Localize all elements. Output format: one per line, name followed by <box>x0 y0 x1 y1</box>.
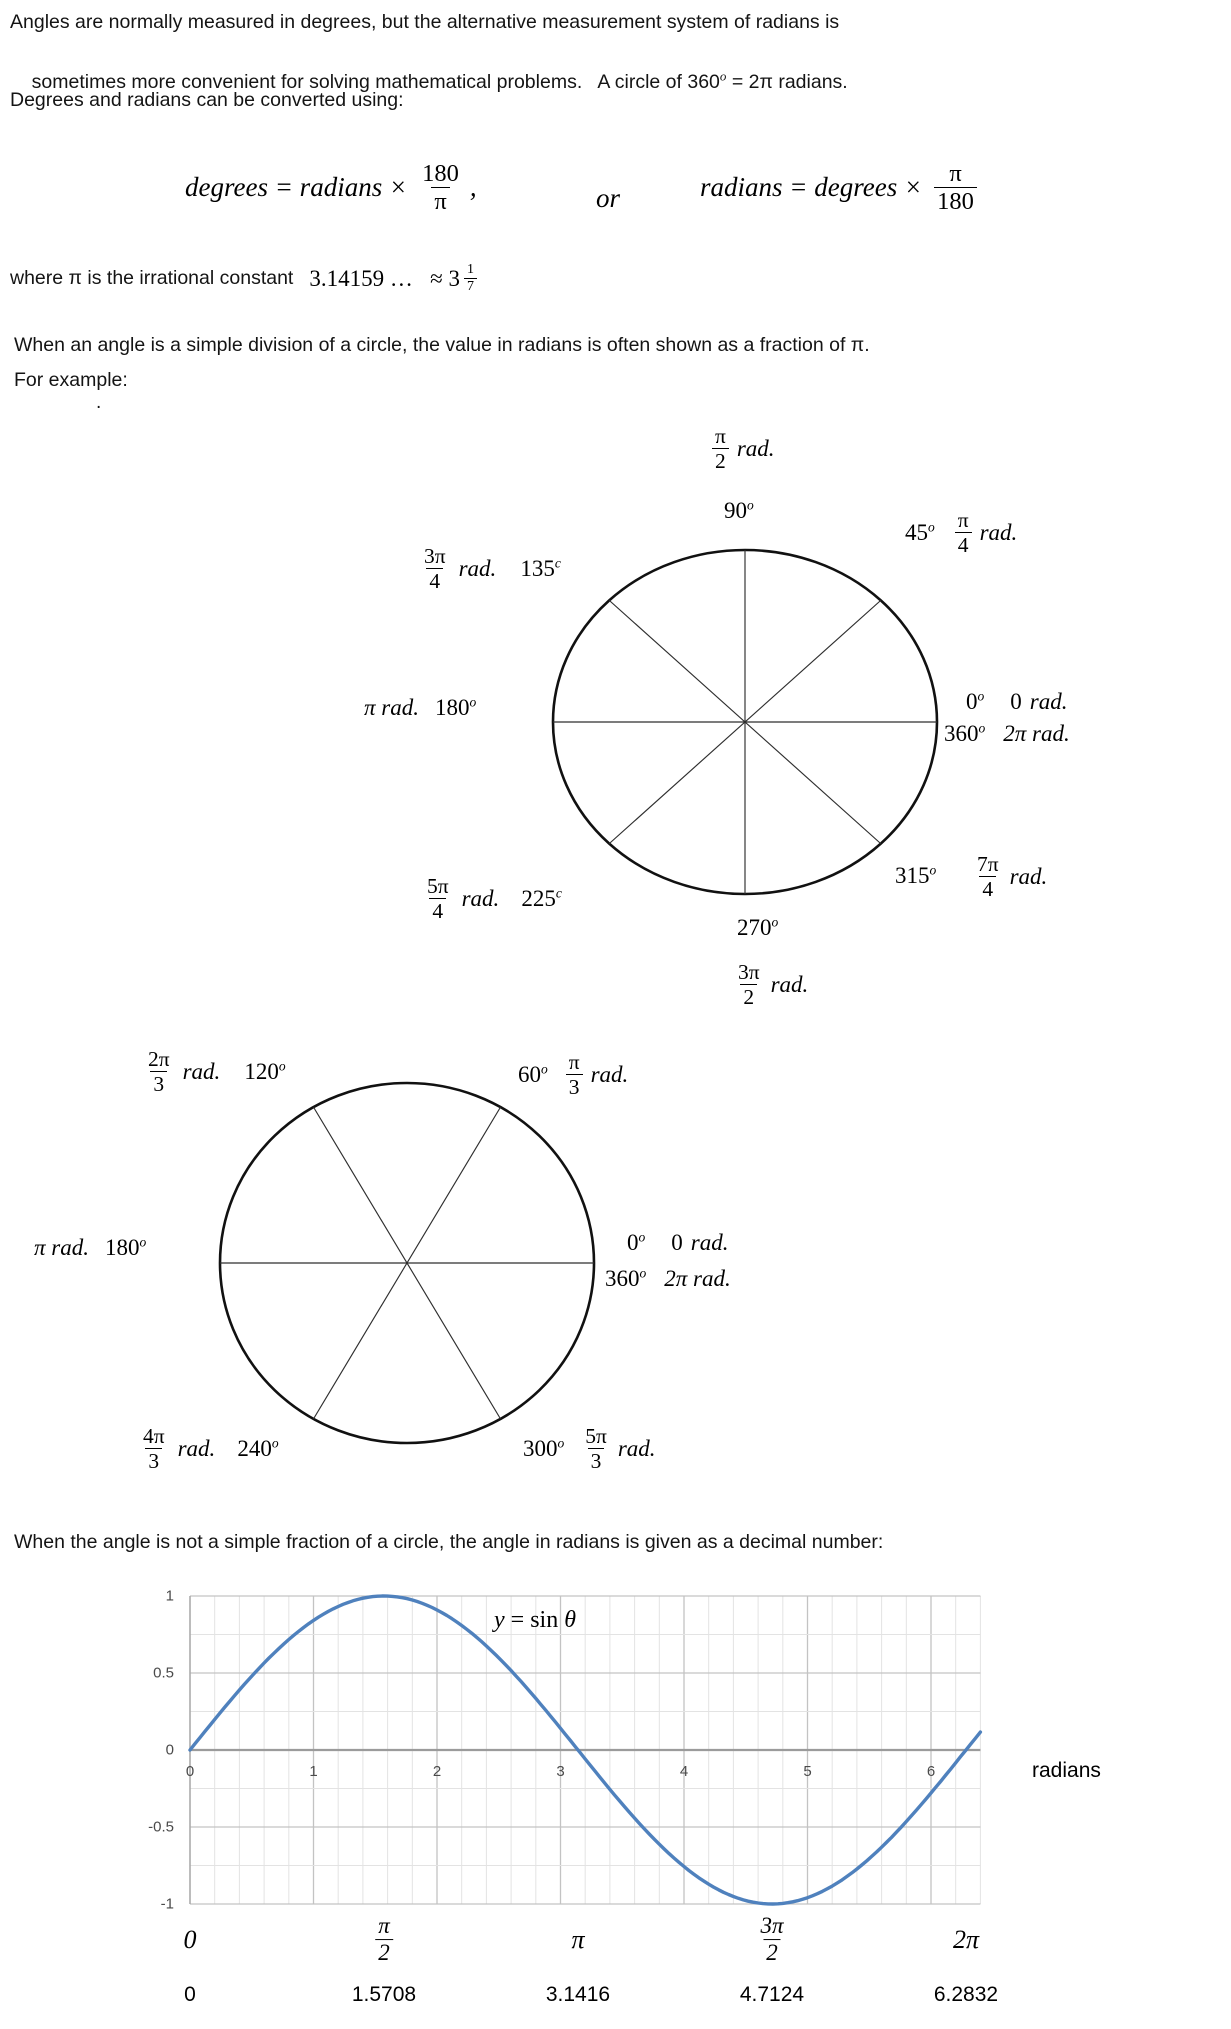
degree-superscript: o <box>639 1265 647 1281</box>
radian-text: π rad. <box>34 1235 89 1260</box>
degree-value: 0$^o$ <box>627 1229 646 1255</box>
degree-superscript: o <box>771 914 779 930</box>
x-tick-label: 1 <box>309 1763 318 1780</box>
decimal-axis-label: 4.7124 <box>739 1983 805 2006</box>
chart-title-y: y <box>494 1607 505 1633</box>
pi-approximation-line <box>10 262 477 295</box>
degree-value: 120$^o$ <box>244 1057 286 1084</box>
degree-value: 180$^o$ <box>434 694 477 720</box>
x-axis-unit-label: radians <box>1032 1759 1101 1782</box>
fraction-180-over-pi <box>419 160 462 216</box>
decimal-axis-label: 0 <box>184 1983 196 2006</box>
degree-superscript: c <box>554 554 561 570</box>
degree-superscript: o <box>928 518 935 534</box>
degree-superscript: o <box>271 1434 279 1450</box>
x-tick-label: 5 <box>803 1763 812 1780</box>
formula-radians-from-degrees <box>700 160 977 216</box>
intro-line-1: Angles are normally measured in degrees, but the alternative measurement system of radians is <box>10 11 840 33</box>
radian-text: rad. <box>617 1435 656 1461</box>
gap <box>935 532 955 533</box>
gap <box>548 1074 566 1075</box>
gap <box>1002 876 1010 877</box>
fraction-denominator: π <box>431 187 449 215</box>
decimal-axis-label: 3.1416 <box>545 1983 611 2006</box>
pi-value: 3.14159 … ≈ 3 <box>309 265 460 291</box>
formula-left-text: degrees = radians × <box>185 172 408 203</box>
fraction-denominator: 7 <box>464 278 477 295</box>
degree-value: 60$^o$ <box>518 1060 548 1087</box>
decimal-axis-label: 1.5708 <box>351 1983 417 2006</box>
angle-label <box>34 1235 146 1261</box>
angle-label <box>905 508 1017 557</box>
decimal-paragraph: When the angle is not a simple fraction of a circle, the angle in radians is given as a decimal number: <box>14 1531 884 1553</box>
fraction <box>566 1050 583 1099</box>
degree-superscript: o <box>978 720 986 736</box>
gap <box>583 1074 591 1075</box>
degree-value: 270$^o$ <box>737 914 779 940</box>
fraction-denominator: 3 <box>566 1074 583 1099</box>
degree-value: 180$^o$ <box>104 1234 147 1260</box>
fraction-numerator: π <box>949 160 962 187</box>
stray-period: . <box>96 392 102 413</box>
degree-value: 225$^c$ <box>521 884 562 911</box>
fraction <box>955 508 972 557</box>
degree-superscript: o <box>278 1057 286 1073</box>
gap <box>564 1448 582 1449</box>
x-tick-label: 4 <box>679 1763 689 1780</box>
degree-value: 90$^o$ <box>724 497 754 523</box>
radian-text: rad. <box>461 885 500 911</box>
fraction-numerator: 3π <box>760 1913 784 1939</box>
gap <box>419 708 435 709</box>
fraction <box>735 960 763 1009</box>
degree-superscript: o <box>638 1229 646 1245</box>
degree-value: 315$^o$ <box>895 862 937 888</box>
formula-comma: , <box>469 172 477 203</box>
radian-text: rad. <box>1029 689 1068 714</box>
degree-value: 45$^o$ <box>905 518 935 545</box>
radian-text: rad. <box>1009 863 1048 889</box>
degree-value: 360$^o$ <box>944 720 986 746</box>
formula-or: or <box>596 183 621 213</box>
gap <box>610 1448 618 1449</box>
radian-text: rad. <box>177 1435 216 1461</box>
fraction-denominator: 2 <box>375 1940 393 1967</box>
fraction <box>421 544 449 593</box>
fraction-numerator: π <box>378 1913 390 1939</box>
angle-label <box>712 424 775 473</box>
radian-text: rad. <box>458 555 497 581</box>
fraction-numerator: 5π <box>427 874 449 898</box>
degree-value: 360$^o$ <box>605 1265 647 1291</box>
degree-superscript: o <box>977 688 985 704</box>
angle-label <box>627 1230 728 1256</box>
radian-text: rad. <box>979 519 1018 545</box>
angle-label <box>518 1050 628 1099</box>
degree-superscript: o <box>139 1234 147 1250</box>
fraction-denominator: 3 <box>145 1448 162 1473</box>
radian-text: rad. <box>770 971 809 997</box>
fraction-denominator: 4 <box>429 898 446 923</box>
y-tick-label: -0.5 <box>148 1818 174 1836</box>
fraction <box>424 874 452 923</box>
radian-text: rad. <box>690 1230 729 1255</box>
fraction <box>145 1047 173 1096</box>
pi-axis-label: 0 <box>183 1925 197 1954</box>
gap <box>499 898 521 899</box>
fraction-numerator: π <box>957 508 969 532</box>
angle-label <box>966 689 1067 715</box>
gap <box>168 1448 178 1449</box>
gap <box>985 734 1003 735</box>
pi-line-text: where π is the irrational constant <box>10 267 294 290</box>
gap <box>645 1243 671 1244</box>
convert-heading: Degrees and radians can be converted using: <box>10 89 404 111</box>
angle-label <box>364 695 476 721</box>
gap <box>729 448 737 449</box>
fraction-1-over-7 <box>464 262 477 295</box>
fraction <box>712 424 729 473</box>
fraction-numerator: 7π <box>977 852 999 876</box>
x-tick-label: 6 <box>926 1763 936 1780</box>
pi-axis-label: 2π <box>952 1925 979 1954</box>
y-tick-label: 1 <box>165 1587 174 1605</box>
gap <box>972 532 980 533</box>
degree-superscript: c <box>555 884 562 900</box>
radian-text: rad. <box>590 1061 629 1087</box>
angle-label <box>737 915 778 941</box>
fraction-numerator: π <box>568 1050 580 1074</box>
y-tick-label: 0 <box>165 1741 174 1759</box>
fraction-denominator: 4 <box>955 532 972 557</box>
fraction-denominator: 3 <box>150 1071 167 1096</box>
fraction-denominator: 3 <box>588 1448 605 1473</box>
radian-text: rad. <box>736 435 775 461</box>
gap <box>683 1243 691 1244</box>
angle-label <box>974 852 1047 901</box>
degree-superscript: o <box>929 862 937 878</box>
gap <box>646 1279 664 1280</box>
degree-value: 0$^o$ <box>966 688 985 714</box>
simple-division-line-2: For example: <box>14 369 128 391</box>
fraction-pi-over-180 <box>934 160 977 216</box>
y-tick-label: -1 <box>160 1895 174 1913</box>
fraction-numerator: 1 <box>466 262 474 277</box>
fraction <box>974 852 1002 901</box>
fraction-numerator: 2π <box>148 1047 170 1071</box>
fraction <box>140 1424 168 1473</box>
gap <box>173 1071 183 1072</box>
gap <box>220 1071 244 1072</box>
gap <box>763 984 771 985</box>
angle-label <box>145 1047 286 1096</box>
angle-label <box>735 960 808 1009</box>
formula-degrees-from-radians <box>185 160 477 216</box>
angle-label <box>605 1266 731 1292</box>
decimal-axis-label: 6.2832 <box>933 1983 999 2006</box>
radian-text: 2π rad. <box>664 1266 731 1291</box>
angle-label <box>944 721 1070 747</box>
fraction-numerator: 5π <box>585 1424 607 1448</box>
gap <box>984 702 1010 703</box>
fraction-numerator: 4π <box>143 1424 165 1448</box>
fraction-numerator: 3π <box>424 544 446 568</box>
radian-text: 2π rad. <box>1003 721 1070 746</box>
degree-value: 300$^o$ <box>523 1434 565 1461</box>
simple-division-line-1: When an angle is a simple division of a circle, the value in radians is often shown as a fraction of π. <box>14 334 870 356</box>
chart-title <box>494 1607 576 1634</box>
formula-right-text: radians = degrees × <box>700 172 923 203</box>
fraction-denominator: 2 <box>763 1940 781 1967</box>
gap <box>89 1248 105 1249</box>
angle-label <box>523 1424 656 1473</box>
degree-value: 135$^c$ <box>520 554 561 581</box>
chart-title-theta: θ <box>564 1607 576 1633</box>
fraction-denominator: 4 <box>979 876 996 901</box>
intro-line-2-post: = 2π radians. <box>726 71 848 94</box>
gap <box>452 898 462 899</box>
angle-label <box>421 544 561 593</box>
gap <box>496 568 520 569</box>
degree-value: 0 <box>1010 689 1022 714</box>
degree-value: 0 <box>671 1230 683 1255</box>
degree-superscript: o <box>557 1434 565 1450</box>
degree-superscript: o <box>719 68 727 84</box>
degree-superscript: o <box>747 497 754 513</box>
degree-superscript: o <box>541 1060 548 1076</box>
angle-label <box>424 874 562 923</box>
fraction-denominator: 2 <box>740 984 757 1009</box>
radian-text: rad. <box>182 1058 221 1084</box>
pi-axis-fraction-label <box>757 1913 786 1967</box>
gap <box>449 568 459 569</box>
fraction-denominator: 2 <box>712 448 729 473</box>
radian-text: π rad. <box>364 695 419 720</box>
pi-axis-label: π <box>571 1925 585 1954</box>
x-tick-label: 2 <box>432 1763 442 1780</box>
fraction-numerator: π <box>715 424 726 448</box>
x-tick-label: 3 <box>556 1763 565 1780</box>
degree-superscript: o <box>469 694 477 710</box>
angle-label <box>895 863 936 889</box>
angle-label <box>140 1424 279 1473</box>
x-tick-label: 0 <box>185 1763 195 1780</box>
gap <box>1022 702 1030 703</box>
degree-value: 240$^o$ <box>237 1434 279 1461</box>
intro-line-2-pre: sometimes more convenient for solving mathematical problems. A circle of 360 <box>31 71 720 94</box>
fraction-denominator: 180 <box>934 187 977 215</box>
y-tick-label: 0.5 <box>153 1664 174 1682</box>
gap <box>215 1448 237 1449</box>
fraction-numerator: 3π <box>738 960 760 984</box>
pi-axis-fraction-label <box>375 1913 393 1967</box>
angle-label <box>724 498 754 524</box>
fraction <box>582 1424 610 1473</box>
chart-title-eq: = sin <box>504 1607 565 1633</box>
fraction-denominator: 4 <box>426 568 443 593</box>
fraction-numerator: 180 <box>422 160 459 187</box>
